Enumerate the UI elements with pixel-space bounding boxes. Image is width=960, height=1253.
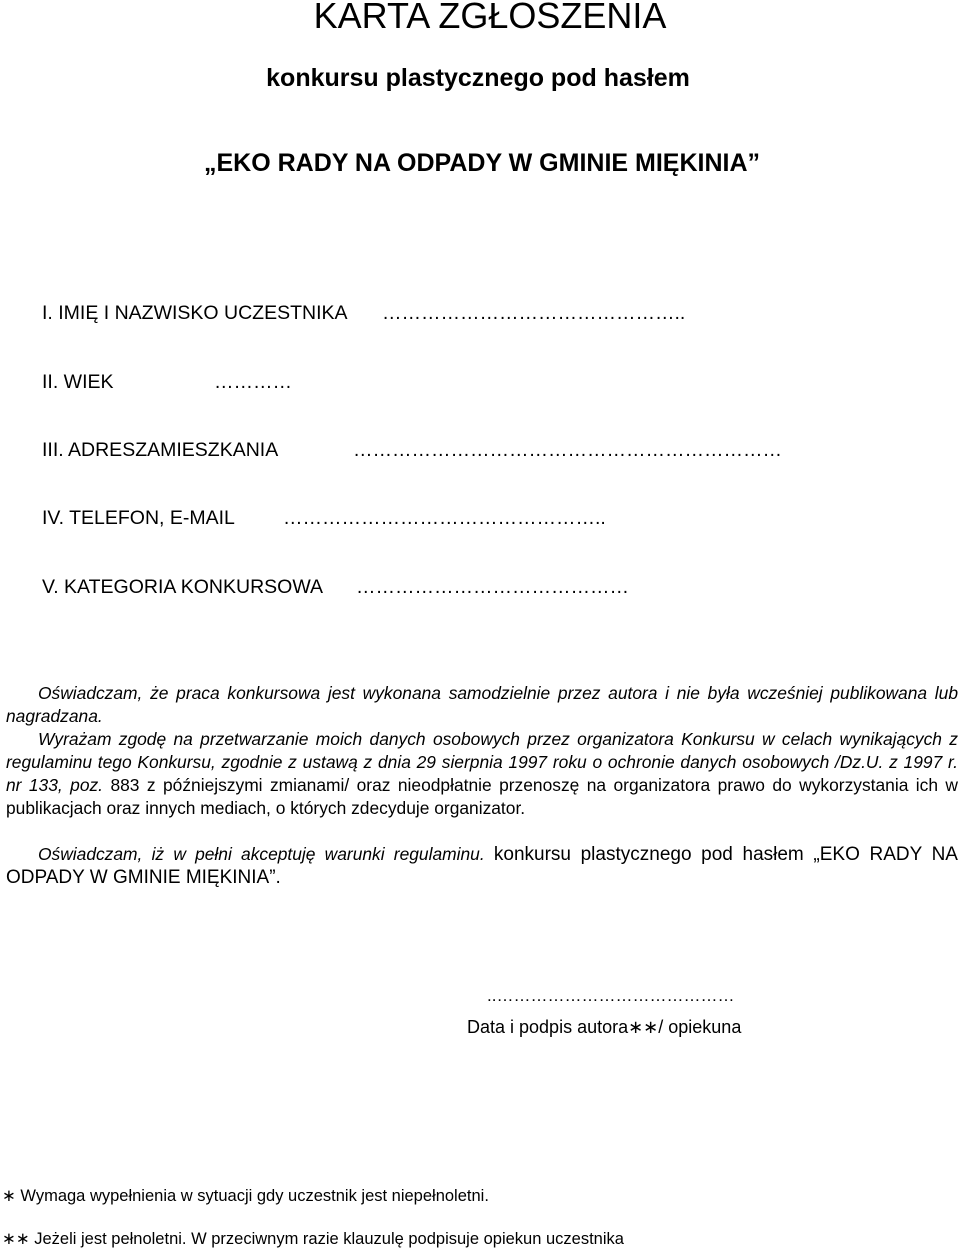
contest-slogan: „EKO RADY NA ODPADY W GMINIE MIĘKINIA” — [203, 149, 761, 177]
signature-dots: ..…………………………………… — [487, 986, 735, 1005]
footnote-adult: ∗∗ Jeżeli jest pełnoletni. W przeciwnym razie klauzulę podpisuje opiekun uczestnika — [2, 1230, 624, 1248]
form-subtitle: konkursu plastycznego pod hasłem — [266, 64, 690, 92]
rules-acceptance-statement: Oświadczam, iż w pełni akceptuję warunki regulaminu. konkursu plastycznego pod hasłem „EKO RADY NA ODPADY W GMINIE MIĘKINIA”. — [6, 844, 958, 888]
field-label-age: II. WIEK — [42, 371, 114, 393]
originality-statement: Oświadczam, że praca konkursowa jest wykonana samodzielnie przez autora i nie była wcześniej publikowana lub nagradzana. — [6, 683, 958, 726]
field-dots-age: ………… — [214, 371, 292, 393]
field-dots-category: …………………………………… — [356, 576, 629, 598]
field-dots-contact: ………………………………………….. — [283, 507, 606, 529]
field-label-contact: IV. TELEFON, E-MAIL — [42, 507, 235, 529]
field-label-category: V. KATEGORIA KONKURSOWA — [42, 576, 324, 598]
field-dots-address: ………………………………………………………… — [353, 439, 782, 461]
footnote-minor: ∗ Wymaga wypełnienia w sytuacji gdy uczestnik jest niepełnoletni. — [2, 1187, 489, 1205]
field-dots-name: ……………………………………….. — [382, 302, 686, 324]
signature-label: Data i podpis autora∗∗/ opiekuna — [467, 1017, 742, 1037]
field-label-address: III. ADRESZAMIESZKANIA — [42, 439, 279, 461]
form-title: KARTA ZGŁOSZENIA — [313, 0, 667, 36]
data-consent-statement: Wyrażam zgodę na przetwarzanie moich danych osobowych przez organizatora Konkursu w celach wynikających z regulaminu tego Konkursu, zgodnie z ustawą z dnia 29 sierpnia 1997 roku o ochronie danych osobowych /Dz.U. z 1997 r. nr 133, poz. 883 z późniejszymi zmianami/ oraz nieodpłatnie przenoszę na organizatora prawo do wykorzystania ich w publikacjach oraz innych mediach, o których zdecyduje organizator. — [6, 729, 958, 818]
field-label-name: I. IMIĘ I NAZWISKO UCZESTNIKA — [42, 302, 348, 324]
